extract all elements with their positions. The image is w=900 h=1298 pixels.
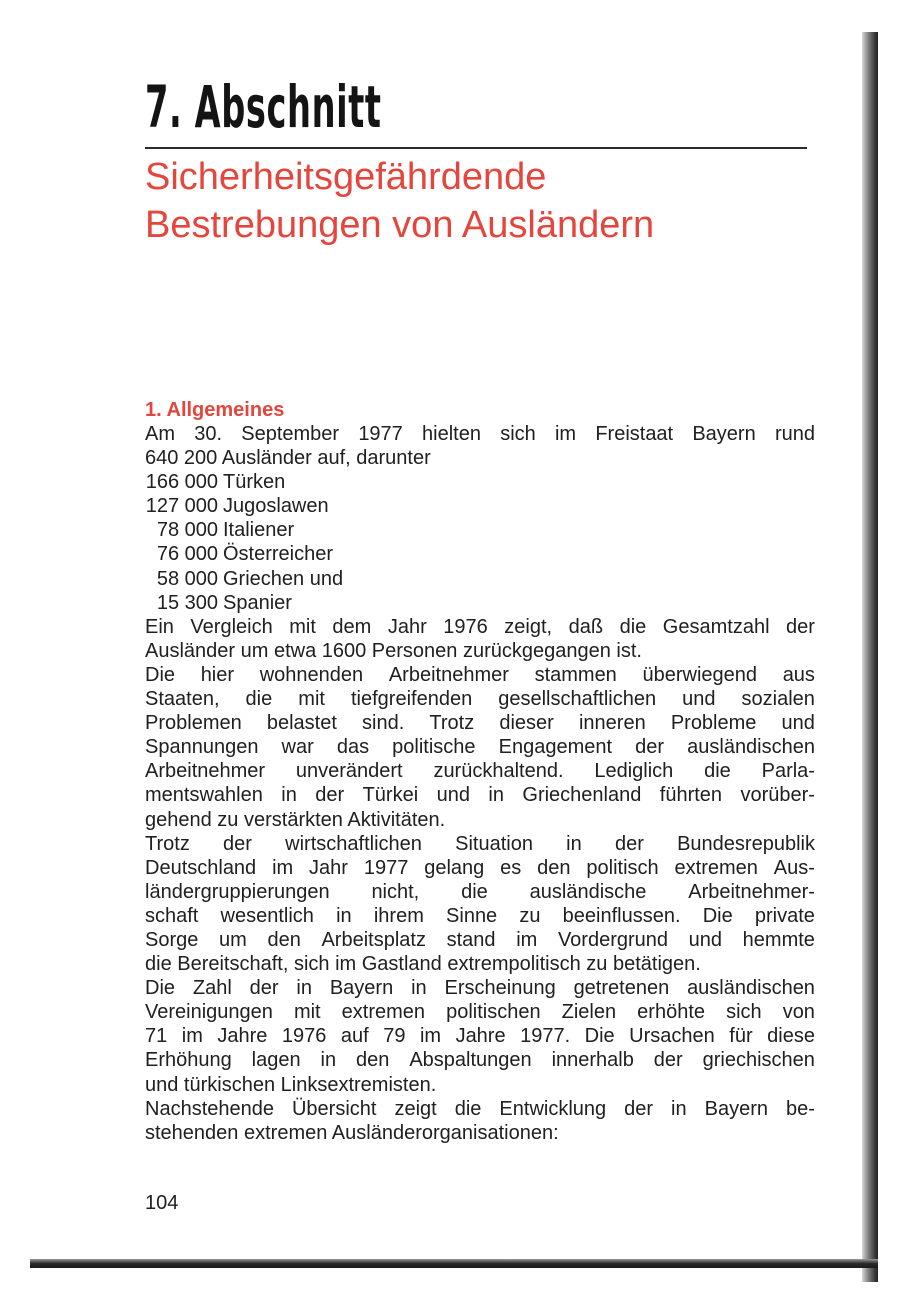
nationality-count: 166 000 (145, 471, 218, 494)
paragraph-line: Problemen belastet sind. Trotz dieser inneren Probleme und (145, 712, 815, 735)
title-divider (145, 147, 807, 149)
paragraph-line: Nachstehende Übersicht zeigt die Entwicklung der in Bayern be- (145, 1097, 815, 1120)
paragraph-line: ländergruppierungen nicht, die ausländische Arbeitnehmer- (145, 880, 815, 903)
paragraph-line: schaft wesentlich in ihrem Sinne zu beeinflussen. Die private (145, 904, 815, 927)
paragraph-line: Deutschland im Jahr 1977 gelang es den politisch extremen Aus- (145, 856, 815, 879)
paragraph-line: Arbeitnehmer unverändert zurückhaltend. Lediglich die Parla- (145, 760, 815, 783)
nationality-label: Türken (223, 471, 286, 494)
nationality-label: Italiener (223, 519, 295, 542)
section-heading: 1. Allgemeines (145, 399, 285, 421)
nationality-count: 78 000 (156, 519, 218, 542)
paragraph-line: Erhöhung lagen in den Abspaltungen innerhalb der griechischen (145, 1049, 815, 1072)
nationality-label: Österreicher (223, 543, 334, 566)
intro-line: 640 200 Ausländer auf, darunter (145, 447, 431, 470)
paragraph-line: 71 im Jahre 1976 auf 79 im Jahre 1977. Die Ursachen für diese (145, 1025, 815, 1048)
nationality-row (145, 518, 815, 542)
nationality-row (145, 591, 815, 615)
section-title: 7. Abschnitt (145, 73, 382, 141)
paragraph-line: und türkischen Linksextremisten. (145, 1073, 437, 1096)
paragraph-line: die Bereitschaft, sich im Gastland extrempolitisch zu betätigen. (145, 953, 701, 976)
subtitle-line: Sicherheitsgefährdende (145, 156, 547, 198)
nationality-row (145, 542, 815, 566)
nationality-count: 58 000 (156, 567, 218, 590)
nationality-row (145, 567, 815, 591)
paragraph-line: gehend zu verstärkten Aktivitäten. (145, 808, 446, 831)
nationality-row (145, 494, 815, 518)
page-edge-shadow-right (862, 32, 878, 1282)
paragraph-line: Die Zahl der in Bayern in Erscheinung getretenen ausländischen (145, 977, 815, 1000)
paragraph-line: Spannungen war das politische Engagement der ausländischen (145, 736, 815, 759)
chapter-subtitle (145, 153, 845, 249)
nationality-count: 76 000 (156, 543, 218, 566)
paragraph-line: stehenden extremen Ausländerorganisationen: (145, 1121, 559, 1144)
page-number: 104 (145, 1192, 179, 1214)
nationality-count: 127 000 (145, 495, 218, 518)
paragraph-line: Staaten, die mit tiefgreifenden gesellschaftlichen und sozialen (145, 688, 815, 711)
intro-line: Am 30. September 1977 hielten sich im Freistaat Bayern rund (145, 423, 815, 445)
body-text (145, 422, 815, 1145)
paragraph-line: Vereinigungen mit extremen politischen Zielen erhöhte sich von (145, 1001, 815, 1024)
paragraph-line: Ausländer um etwa 1600 Personen zurückgegangen ist. (145, 639, 642, 662)
paragraph-line: Ein Vergleich mit dem Jahr 1976 zeigt, daß die Gesamtzahl der (145, 615, 815, 638)
paragraph-line: Die hier wohnenden Arbeitnehmer stammen überwiegend aus (145, 663, 815, 686)
page-edge-shadow-bottom (30, 1259, 878, 1268)
subtitle-line: Bestrebungen von Ausländern (145, 204, 655, 246)
nationality-label: Griechen und (223, 567, 344, 590)
nationality-label: Spanier (223, 591, 292, 614)
paragraph-line: Sorge um den Arbeitsplatz stand im Vordergrund und hemmte (145, 928, 815, 951)
paragraph-line: mentswahlen in der Türkei und in Griechenland führten vorüber- (145, 784, 815, 807)
paragraph-line: Trotz der wirtschaftlichen Situation in der Bundesrepublik (145, 832, 815, 855)
nationality-label: Jugoslawen (223, 495, 329, 518)
nationality-count: 15 300 (156, 591, 218, 614)
nationality-row (145, 470, 815, 494)
